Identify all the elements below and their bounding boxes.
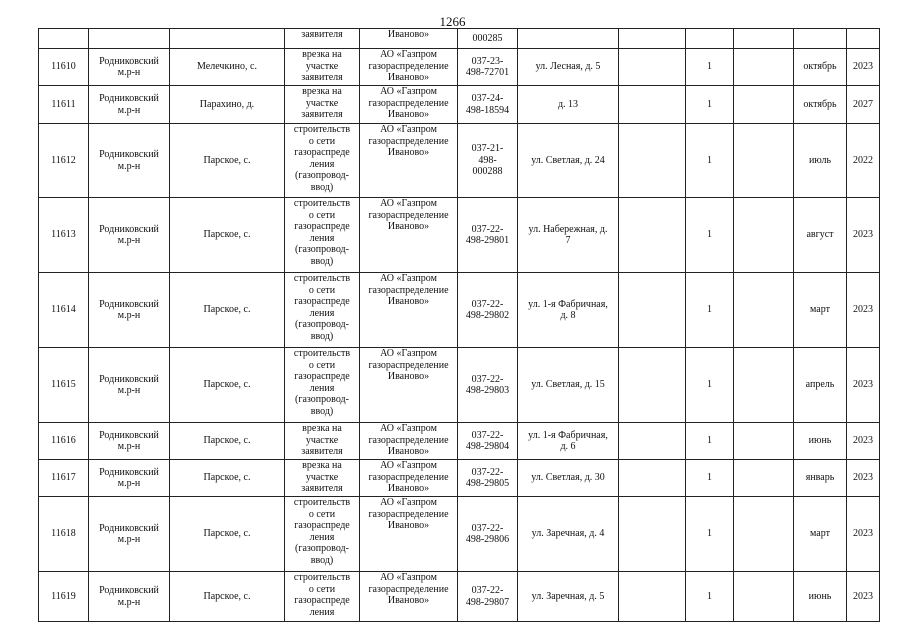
cell-year: 2023 bbox=[847, 497, 880, 572]
cell-year: 2023 bbox=[847, 348, 880, 423]
cell-place: Парское, с. bbox=[170, 460, 285, 497]
cell-address: ул. Светлая, д. 24 bbox=[518, 124, 619, 198]
cell-organization: Иваново» bbox=[360, 29, 458, 49]
cell-quantity: 1 bbox=[686, 198, 734, 273]
cell-code: 037-22- 498-29806 bbox=[458, 497, 518, 572]
cell-address bbox=[518, 29, 619, 49]
cell-year: 2027 bbox=[847, 86, 880, 124]
cell-empty bbox=[619, 49, 686, 86]
cell-code: 037-22- 498-29807 bbox=[458, 572, 518, 622]
cell-empty bbox=[734, 198, 794, 273]
table-row bbox=[39, 348, 880, 423]
cell-number: 11610 bbox=[39, 49, 89, 86]
cell-work-type: строительств о сети газораспреде ления bbox=[285, 572, 360, 622]
cell-number: 11614 bbox=[39, 273, 89, 348]
cell-empty bbox=[734, 29, 794, 49]
cell-organization: АО «Газпром газораспределение Иваново» bbox=[360, 423, 458, 460]
cell-year: 2023 bbox=[847, 423, 880, 460]
cell-empty bbox=[734, 49, 794, 86]
cell-district: Родниковский м.р-н bbox=[89, 460, 170, 497]
cell-quantity: 1 bbox=[686, 124, 734, 198]
cell-year: 2023 bbox=[847, 198, 880, 273]
cell-empty bbox=[734, 86, 794, 124]
cell-work-type: строительств о сети газораспреде ления (газопровод- ввод) bbox=[285, 124, 360, 198]
cell-work-type: строительств о сети газораспреде ления (газопровод- ввод) bbox=[285, 198, 360, 273]
cell-code: 037-22- 498-29802 bbox=[458, 273, 518, 348]
cell-district: Родниковский м.р-н bbox=[89, 423, 170, 460]
cell-quantity bbox=[686, 29, 734, 49]
table-row bbox=[39, 124, 880, 198]
cell-number: 11612 bbox=[39, 124, 89, 198]
gas-connection-table bbox=[38, 28, 880, 622]
cell-code: 037-24- 498-18594 bbox=[458, 86, 518, 124]
cell-empty bbox=[619, 460, 686, 497]
cell-place: Парское, с. bbox=[170, 273, 285, 348]
cell-empty bbox=[734, 497, 794, 572]
cell-work-type: врезка на участке заявителя bbox=[285, 49, 360, 86]
cell-work-type: строительств о сети газораспреде ления (газопровод- ввод) bbox=[285, 348, 360, 423]
cell-month: апрель bbox=[794, 348, 847, 423]
cell-work-type: врезка на участке заявителя bbox=[285, 423, 360, 460]
cell-year: 2023 bbox=[847, 572, 880, 622]
cell-place: Мелечкино, с. bbox=[170, 49, 285, 86]
cell-address: ул. Заречная, д. 4 bbox=[518, 497, 619, 572]
cell-empty bbox=[619, 497, 686, 572]
cell-empty bbox=[734, 124, 794, 198]
cell-code: 037-22- 498-29805 bbox=[458, 460, 518, 497]
cell-organization: АО «Газпром газораспределение Иваново» bbox=[360, 497, 458, 572]
cell-empty bbox=[619, 423, 686, 460]
cell-district bbox=[89, 29, 170, 49]
cell-quantity: 1 bbox=[686, 49, 734, 86]
cell-year: 2023 bbox=[847, 273, 880, 348]
cell-empty bbox=[619, 348, 686, 423]
cell-work-type: строительств о сети газораспреде ления (газопровод- ввод) bbox=[285, 497, 360, 572]
table-row bbox=[39, 572, 880, 622]
cell-place: Парское, с. bbox=[170, 348, 285, 423]
cell-organization: АО «Газпром газораспределение Иваново» bbox=[360, 460, 458, 497]
cell-place: Парское, с. bbox=[170, 497, 285, 572]
cell-empty bbox=[619, 572, 686, 622]
cell-quantity: 1 bbox=[686, 423, 734, 460]
cell-number: 11615 bbox=[39, 348, 89, 423]
cell-year: 2022 bbox=[847, 124, 880, 198]
cell-empty bbox=[619, 124, 686, 198]
cell-address: ул. Набережная, д. 7 bbox=[518, 198, 619, 273]
cell-year: 2023 bbox=[847, 460, 880, 497]
cell-quantity: 1 bbox=[686, 497, 734, 572]
cell-month: октябрь bbox=[794, 49, 847, 86]
cell-quantity: 1 bbox=[686, 273, 734, 348]
page-number: 1266 bbox=[439, 14, 466, 29]
table-row bbox=[39, 497, 880, 572]
cell-district: Родниковский м.р-н bbox=[89, 572, 170, 622]
cell-organization: АО «Газпром газораспределение Иваново» bbox=[360, 49, 458, 86]
cell-month bbox=[794, 29, 847, 49]
table-row bbox=[39, 198, 880, 273]
cell-empty bbox=[619, 198, 686, 273]
cell-quantity: 1 bbox=[686, 572, 734, 622]
cell-address: ул. Заречная, д. 5 bbox=[518, 572, 619, 622]
cell-number bbox=[39, 29, 89, 49]
cell-address: ул. Светлая, д. 15 bbox=[518, 348, 619, 423]
cell-code: 037-23- 498-72701 bbox=[458, 49, 518, 86]
cell-place bbox=[170, 29, 285, 49]
table-row bbox=[39, 49, 880, 86]
cell-code: 037-21- 498- 000288 bbox=[458, 124, 518, 198]
table-row bbox=[39, 273, 880, 348]
cell-work-type: заявителя bbox=[285, 29, 360, 49]
cell-district: Родниковский м.р-н bbox=[89, 86, 170, 124]
cell-organization: АО «Газпром газораспределение Иваново» bbox=[360, 348, 458, 423]
cell-code: 000285 bbox=[458, 29, 518, 49]
cell-month: январь bbox=[794, 460, 847, 497]
cell-empty bbox=[734, 273, 794, 348]
cell-place: Парское, с. bbox=[170, 572, 285, 622]
cell-number: 11616 bbox=[39, 423, 89, 460]
cell-empty bbox=[619, 86, 686, 124]
cell-code: 037-22- 498-29801 bbox=[458, 198, 518, 273]
cell-organization: АО «Газпром газораспределение Иваново» bbox=[360, 124, 458, 198]
cell-code: 037-22- 498-29803 bbox=[458, 348, 518, 423]
cell-place: Парское, с. bbox=[170, 423, 285, 460]
cell-number: 11617 bbox=[39, 460, 89, 497]
cell-address: д. 13 bbox=[518, 86, 619, 124]
cell-month: июль bbox=[794, 124, 847, 198]
cell-month: август bbox=[794, 198, 847, 273]
cell-quantity: 1 bbox=[686, 460, 734, 497]
cell-district: Родниковский м.р-н bbox=[89, 49, 170, 86]
cell-place: Парахино, д. bbox=[170, 86, 285, 124]
cell-year bbox=[847, 29, 880, 49]
cell-district: Родниковский м.р-н bbox=[89, 273, 170, 348]
cell-district: Родниковский м.р-н bbox=[89, 124, 170, 198]
table-row bbox=[39, 460, 880, 497]
cell-empty bbox=[619, 273, 686, 348]
cell-month: март bbox=[794, 497, 847, 572]
cell-place: Парское, с. bbox=[170, 198, 285, 273]
cell-empty bbox=[734, 460, 794, 497]
cell-work-type: строительств о сети газораспреде ления (газопровод- ввод) bbox=[285, 273, 360, 348]
cell-month: июнь bbox=[794, 423, 847, 460]
cell-number: 11613 bbox=[39, 198, 89, 273]
cell-address: ул. 1-я Фабричная, д. 8 bbox=[518, 273, 619, 348]
table-row bbox=[39, 86, 880, 124]
cell-address: ул. Лесная, д. 5 bbox=[518, 49, 619, 86]
cell-address: ул. Светлая, д. 30 bbox=[518, 460, 619, 497]
cell-quantity: 1 bbox=[686, 86, 734, 124]
cell-organization: АО «Газпром газораспределение Иваново» bbox=[360, 86, 458, 124]
cell-month: март bbox=[794, 273, 847, 348]
table-row bbox=[39, 423, 880, 460]
cell-empty bbox=[734, 423, 794, 460]
cell-address: ул. 1-я Фабричная, д. 6 bbox=[518, 423, 619, 460]
cell-empty bbox=[734, 348, 794, 423]
cell-number: 11618 bbox=[39, 497, 89, 572]
table-row-continued bbox=[39, 29, 880, 49]
cell-empty bbox=[619, 29, 686, 49]
cell-quantity: 1 bbox=[686, 348, 734, 423]
cell-work-type: врезка на участке заявителя bbox=[285, 460, 360, 497]
cell-year: 2023 bbox=[847, 49, 880, 86]
cell-month: июнь bbox=[794, 572, 847, 622]
cell-work-type: врезка на участке заявителя bbox=[285, 86, 360, 124]
cell-organization: АО «Газпром газораспределение Иваново» bbox=[360, 572, 458, 622]
cell-organization: АО «Газпром газораспределение Иваново» bbox=[360, 198, 458, 273]
cell-organization: АО «Газпром газораспределение Иваново» bbox=[360, 273, 458, 348]
cell-code: 037-22- 498-29804 bbox=[458, 423, 518, 460]
cell-empty bbox=[734, 572, 794, 622]
cell-district: Родниковский м.р-н bbox=[89, 198, 170, 273]
cell-district: Родниковский м.р-н bbox=[89, 497, 170, 572]
cell-place: Парское, с. bbox=[170, 124, 285, 198]
cell-district: Родниковский м.р-н bbox=[89, 348, 170, 423]
cell-number: 11619 bbox=[39, 572, 89, 622]
cell-month: октябрь bbox=[794, 86, 847, 124]
cell-number: 11611 bbox=[39, 86, 89, 124]
